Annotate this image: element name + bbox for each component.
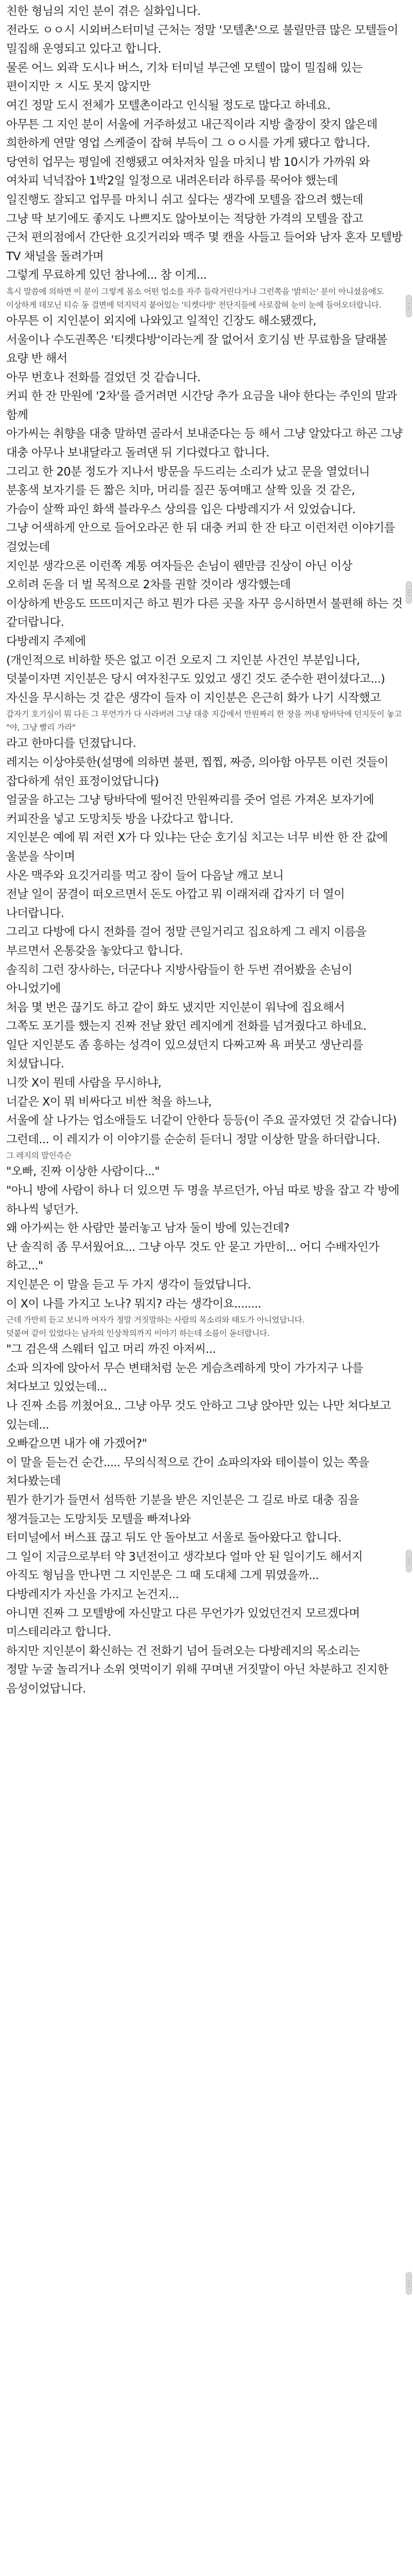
story-paragraph: 솔직히 그런 장사하는, 더군다나 지방사람들이 한 두번 겪어봤을 손님이 아니었기에 (6, 963, 352, 996)
story-paragraph: 그렇게 무료하게 있던 참나에... 참 이게... (6, 268, 207, 282)
story-paragraph: 그리고 한 20분 정도가 지나서 방문을 두드리는 소리가 났고 문을 열었더니 (6, 465, 370, 479)
story-paragraph: 지인분은 예에 뭐 저런 X가 다 있냐는 단순 호기심 치고는 너무 비싼 한 잔 값에 울분을 삭이며 (6, 831, 388, 863)
story-paragraph: 지인분 생각으론 이런쪽 계통 여자들은 손님이 웬만큼 진상이 아닌 이상 (6, 559, 352, 573)
story-paragraph: 서울이나 수도권쪽은 '티켓다방'이라는게 잘 없어서 호기심 반 무료함을 달래볼 요량 반 해서 (6, 333, 387, 366)
scroll-handle[interactable] (406, 1550, 412, 1572)
story-paragraph: 일단 지인분도 좀 흥하는 성격이 있으셨던지 다짜고짜 욕 퍼붓고 생난리를 치셨답니다. (6, 1038, 364, 1071)
story-paragraph: "오빠, 진짜 이상한 사람이다..." (6, 1165, 160, 1179)
story-paragraph: 오히려 돈을 더 벌 목적으로 2차를 권할 것이라 생각했는데 (6, 578, 291, 592)
story-paragraph: 희한하게 연말 영업 스케줄이 잡혀 부득이 그 ㅇㅇ시를 가게 됐다고 합니다. (6, 137, 370, 150)
story-paragraph: 일진행도 잘되고 업무를 마치니 쉬고 싶다는 생각에 모텔을 잡으려 했는데 (6, 193, 364, 207)
story-paragraph: 나 진짜 소름 끼쳤어요.. 그냥 아무 것도 안하고 그냥 앉아만 있는 나만 쳐다보고 있는데... (6, 1399, 391, 1432)
story-paragraph: 정말 누굴 놀리거나 소위 엿먹이기 위해 꾸며낸 거짓말이 아닌 차분하고 진지한 음성이었답니다. (6, 1663, 388, 1696)
note-paragraph: 근데 가만히 듣고 보니까 여자가 정말 거짓말하는 사람의 목소리와 태도가 아니었답니다. (6, 1315, 305, 1325)
story-paragraph: 전라도 ㅇㅇ시 시외버스터미널 근처는 정말 '모텔촌'으로 불릴만큼 많은 모텔들이 밀집해 운영되고 있다고 합니다. (6, 23, 399, 56)
story-paragraph: 그 일이 지금으로부터 약 3년전이고 생각보다 얼마 안 된 일이기도 해서지 (6, 1550, 363, 1564)
story-paragraph: 왜 아가씨는 한 사람만 불러놓고 남자 둘이 방에 있는건데? (6, 1222, 289, 1235)
story-paragraph: 이상하게 반응도 뜨뜨미지근 하고 뭔가 다른 곳을 자꾸 응시하면서 불편해 하는 것 같더랍니다. (6, 597, 403, 630)
story-paragraph: 다방레지가 자신을 가지고 논건지... (6, 1587, 179, 1601)
story-paragraph: 하지만 지인분이 확신하는 건 전화기 넘어 들려오는 다방레지의 목소리는 (6, 1644, 360, 1658)
story-paragraph: 니깟 X이 뭔데 사람을 무시하냐, (6, 1076, 162, 1090)
story-paragraph: 소파 의자에 앉아서 무슨 변태처럼 눈은 게슴츠레하게 맛이 가가지구 나를 쳐다보고 있었는데... (6, 1361, 364, 1394)
story-paragraph: 그냥 딱 보기에도 좋지도 나쁘지도 않아보이는 적당한 가격의 모텔을 잡고 (6, 212, 364, 226)
story-paragraph: 아무튼 그 지인 분이 서울에 거주하셨고 내근직이라 지방 출장이 잦지 않은데 (6, 117, 377, 131)
story-paragraph: 여차피 넉넉잡아 1박2일 일정으로 내려온터라 하루를 묵어야 했는데 (6, 174, 338, 188)
story-paragraph: 아무 번호나 전화를 걸었던 것 같습니다. (6, 370, 201, 384)
story-paragraph: 친한 형님의 지인 분이 겪은 실화입니다. (6, 5, 201, 18)
note-paragraph: 혹시 말씀에 의하면 이 분이 그렇게 몸소 어떤 업소를 자주 들락거린다거나 그런쪽을 '밝히는' 분이 아니셨음에도 (6, 286, 384, 296)
story-paragraph: 자신을 무시하는 것 같은 생각이 들자 이 지인분은 은근히 화가 나기 시작했고 (6, 691, 381, 705)
article-body (6, 2, 405, 1698)
story-paragraph: 당연히 업무는 평일에 진행됐고 여차저차 일을 마치니 밤 10시가 가까워 와 (6, 155, 370, 169)
story-paragraph: 아니면 진짜 그 모텔방에 자신말고 다른 무언가가 있었던건지 모르겠다며 미스테리라고 합니다. (6, 1606, 360, 1639)
note-paragraph: 갑자기 호기심이 뭐 다든 그 무언가가 다 사라버려 그냥 대충 지갑에서 만원짜리 한 장을 꺼내 탕바닥에 던지듯이 놓고 (6, 709, 402, 719)
scroll-handle[interactable] (406, 581, 412, 604)
story-paragraph: 라고 한마디를 던졌답니다. (6, 737, 136, 751)
story-paragraph: 아무튼 이 지인분이 외지에 나와있고 일적인 긴장도 해소됐겠다, (6, 314, 316, 328)
story-paragraph: 분홍색 보자기를 든 짧은 치마, 머리를 질끈 동여매고 살짝 있을 것 같은, (6, 484, 355, 498)
story-paragraph: 그런데... 이 레지가 이 이야기를 순순히 듣더니 정말 이상한 말을 하더랍니다. (6, 1132, 380, 1146)
story-paragraph: 아가씨는 취향을 대충 말하면 골라서 보내준다는 등 해서 그냥 알았다고 하곤 그냥 대충 아무나 보내달라고 돌려댄 뒤 기다렸다고 합니다. (6, 427, 403, 460)
story-paragraph: 뭔가 한기가 들면서 섬뜩한 기분을 받은 지인분은 그 길로 바로 대충 짐을 챙겨들고는 도망치듯 모텔을 빠져나와 (6, 1493, 359, 1526)
note-paragraph: 덧붙여 같이 있었다는 남자의 인상착의까지 이야기 하는데 소름이 돋더랍니다. (6, 1329, 270, 1338)
story-paragraph: 근처 편의점에서 간단한 요깃거리와 맥주 몇 캔을 사들고 들어와 남자 혼자 모텔방 TV 채널을 돌려가며 (6, 231, 403, 263)
story-paragraph: 얼굴을 하고는 그냥 탕바닥에 떨어진 만원짜리를 줏어 얼른 가져온 보자기에 커피잔을 넣고 도망치듯 방을 나갔다고 합니다. (6, 793, 374, 826)
story-paragraph: 커피 한 잔 만원에 '2차'를 즐거려면 시간당 추가 요금을 내야 한다는 주인의 말과 함께 (6, 389, 397, 422)
story-paragraph: 서울에 살 나가는 업소애들도 너같이 안한다 등등(이 주요 골자였던 것 같습니다) (6, 1114, 397, 1128)
story-paragraph: 다방레지 주제에 (6, 635, 86, 648)
story-paragraph: 아직도 형님을 만나면 그 지인분은 그 때 도대체 그게 뭐였을까... (6, 1569, 319, 1583)
story-paragraph: 물론 어느 외곽 도시나 버스, 기차 터미널 부근엔 모텔이 많이 밀집해 있는 편이지만 ㅈ 시도 못지 않지만 (6, 61, 363, 94)
story-paragraph: 너같은 X이 뭐 비싸다고 비싼 척을 하느냐, (6, 1095, 212, 1109)
note-paragraph: 이상하게 데모닌 티슈 동 걸면에 덕지덕지 붙어있는 '티켓다방' 전단지들에 사로잡혀 눈이 눈에 들어오더랍니다. (6, 300, 382, 310)
story-paragraph: 레지는 이상야릇한(설명에 의하면 불편, 찝찝, 짜증, 의아함 아무튼 이런 것들이 잡다하게 섞인 표정이었답니다) (6, 755, 388, 788)
story-paragraph: 이 말을 듣는건 순간..... 무의식적으로 간이 쇼파의자와 테이블이 있는 쪽을 쳐다봤는데 (6, 1455, 369, 1488)
note-paragraph: "야, 그냥 빨리 가라" (6, 723, 76, 733)
story-paragraph: 여긴 정말 도시 전체가 모텔촌이라고 인식될 정도로 많다고 하네요. (6, 98, 331, 112)
story-paragraph: 그쪽도 포기를 했는지 진짜 전날 왔던 레지에게 전화를 넘겨줬다고 하네요. (6, 1020, 367, 1033)
story-paragraph: "그 검은색 스웨터 입고 머리 까진 아저씨... (6, 1343, 216, 1357)
story-paragraph: 덧붙이자면 지인분은 당시 여자친구도 있었고 생긴 것도 준수한 편이셨다고...) (6, 672, 385, 686)
story-paragraph: 이 X이 나를 가지고 노나? 뭐지? 라는 생각이요........ (6, 1297, 262, 1311)
story-paragraph: "아니 방에 사람이 하나 더 있으면 두 명을 부르던가, 아님 따로 방을 잡고 각 방에 하나씩 넣던가. (6, 1184, 400, 1216)
story-paragraph: 그리고 다방에 다시 전화를 걸어 정말 큰일거리고 집요하게 그 레지 이름을 부르면서 온통갖을 놓았다고 합니다. (6, 925, 367, 958)
story-paragraph: 지인분은 이 말을 듣고 두 가지 생각이 들었답니다. (6, 1278, 251, 1292)
story-paragraph: (개인적으로 비하할 뜻은 없고 이건 오로지 그 지인분 사건인 부분입니다, (6, 653, 360, 667)
story-paragraph: 가슴이 살짝 파인 화색 블라우스 상의를 입은 다방레지가 서 있었습니다. (6, 502, 356, 516)
story-paragraph: 난 솔직히 좀 무서웠어요... 그냥 아무 것도 안 묻고 가만히... 어디 수배자인가 하고..." (6, 1240, 380, 1273)
story-paragraph: 오빠같으면 내가 얘 가겠어?" (6, 1437, 147, 1451)
scroll-handle[interactable] (406, 2272, 412, 2295)
story-paragraph: 사온 맥주와 요깃거리를 먹고 잠이 들어 다음날 깨고 보니 (6, 869, 284, 883)
story-paragraph: 전날 일이 꿈결이 떠오르면서 돈도 아깝고 뭐 이래저래 갑자기 더 열이 나더랍니다. (6, 888, 345, 920)
story-paragraph: 처음 몇 번은 끊기도 하고 같이 화도 냈지만 지인분이 워낙에 집요해서 (6, 1001, 345, 1014)
scroll-handle[interactable] (406, 295, 412, 317)
note-paragraph: 그 레지의 말인즉슨 (6, 1151, 72, 1161)
story-paragraph: 터미널에서 버스표 끊고 뒤도 안 돌아보고 서울로 돌아왔다고 합니다. (6, 1531, 341, 1545)
story-paragraph: 그냥 어색하게 안으로 들어오라곤 한 뒤 대충 커피 한 잔 타고 이런저런 이야기를 걸었는데 (6, 521, 395, 554)
